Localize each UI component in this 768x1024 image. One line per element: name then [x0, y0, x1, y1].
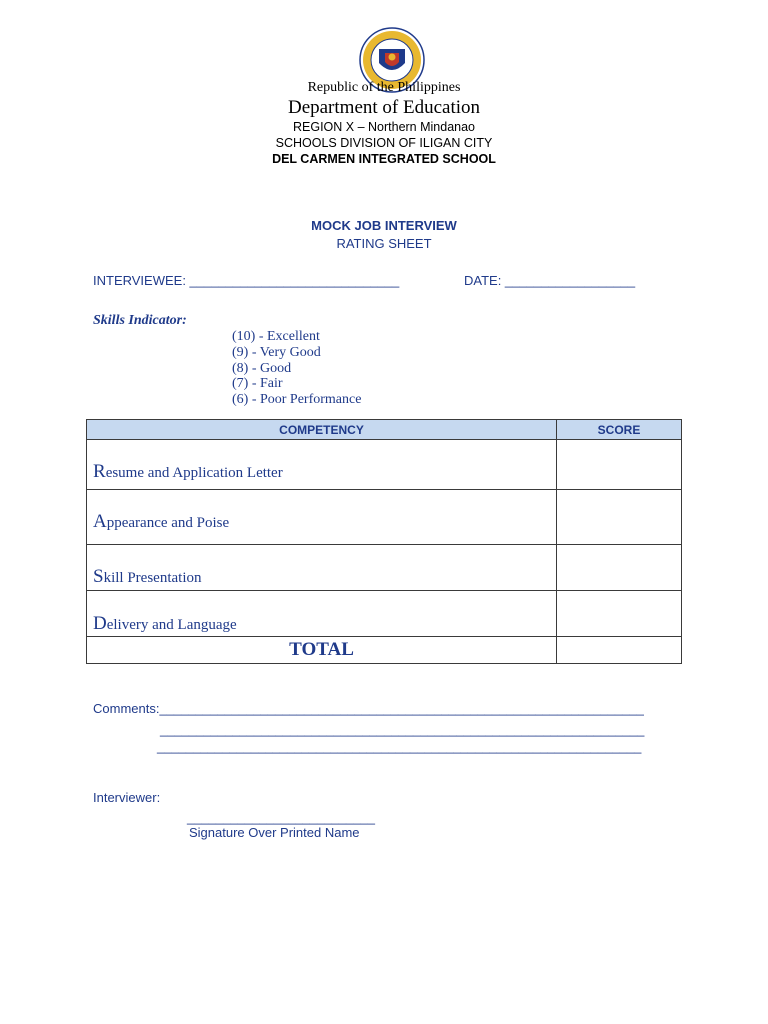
competency-text: kill Presentation — [103, 570, 202, 586]
competency-initial: S — [93, 566, 104, 587]
table-row — [87, 591, 682, 637]
total-label: TOTAL — [87, 637, 557, 664]
competency-initial: D — [93, 613, 107, 634]
interviewer-label: Interviewer: — [93, 790, 161, 805]
school-name: DEL CARMEN INTEGRATED SCHOOL — [272, 152, 496, 166]
score-cell[interactable] — [557, 591, 682, 637]
table-header-row — [87, 420, 682, 440]
competency-text: ppearance and Poise — [106, 515, 230, 531]
score-cell[interactable] — [557, 545, 682, 591]
comments-field[interactable]: Comments:___________________________________________________________________ — [93, 701, 644, 716]
comments-line[interactable]: ___________________________________________________________________ — [157, 739, 642, 754]
date-field[interactable]: DATE: __________________ — [464, 273, 636, 288]
indicator-item: (7) - Fair — [232, 376, 283, 391]
indicator-item: (6) - Poor Performance — [232, 392, 362, 407]
competency-initial: A — [93, 511, 107, 532]
competency-initial: R — [93, 461, 106, 482]
department-title: Department of Education — [287, 97, 481, 118]
score-cell[interactable] — [557, 490, 682, 545]
competency-cell — [87, 545, 557, 591]
division-line: SCHOOLS DIVISION OF ILIGAN CITY — [275, 136, 493, 150]
competency-cell — [87, 591, 557, 637]
competency-header: COMPETENCY — [87, 420, 557, 440]
interviewee-field[interactable]: INTERVIEWEE: _____________________________ — [93, 273, 400, 288]
signature-caption: Signature Over Printed Name — [189, 825, 360, 840]
indicator-item: (8) - Good — [232, 361, 292, 376]
republic-title: Republic of the Philippines — [307, 80, 461, 95]
rating-table — [86, 419, 682, 664]
competency-text: esume and Application Letter — [105, 465, 283, 481]
competency-cell — [87, 490, 557, 545]
skills-indicator-label: Skills Indicator: — [93, 313, 187, 328]
table-row — [87, 440, 682, 490]
indicator-item: (9) - Very Good — [232, 345, 321, 360]
table-row — [87, 545, 682, 591]
signature-line[interactable]: __________________________ — [187, 810, 375, 825]
table-row — [87, 490, 682, 545]
score-cell[interactable] — [557, 440, 682, 490]
score-header: SCORE — [557, 420, 682, 440]
comments-line[interactable]: ___________________________________________________________________ — [160, 722, 645, 737]
total-score-cell[interactable] — [557, 637, 682, 664]
form-title: MOCK JOB INTERVIEW — [311, 218, 457, 233]
form-subtitle: RATING SHEET — [336, 236, 432, 251]
competency-cell — [87, 440, 557, 490]
indicator-item: (10) - Excellent — [232, 329, 320, 344]
competency-text: elivery and Language — [106, 617, 237, 633]
region-line: REGION X – Northern Mindanao — [292, 120, 476, 134]
total-row — [87, 637, 682, 664]
